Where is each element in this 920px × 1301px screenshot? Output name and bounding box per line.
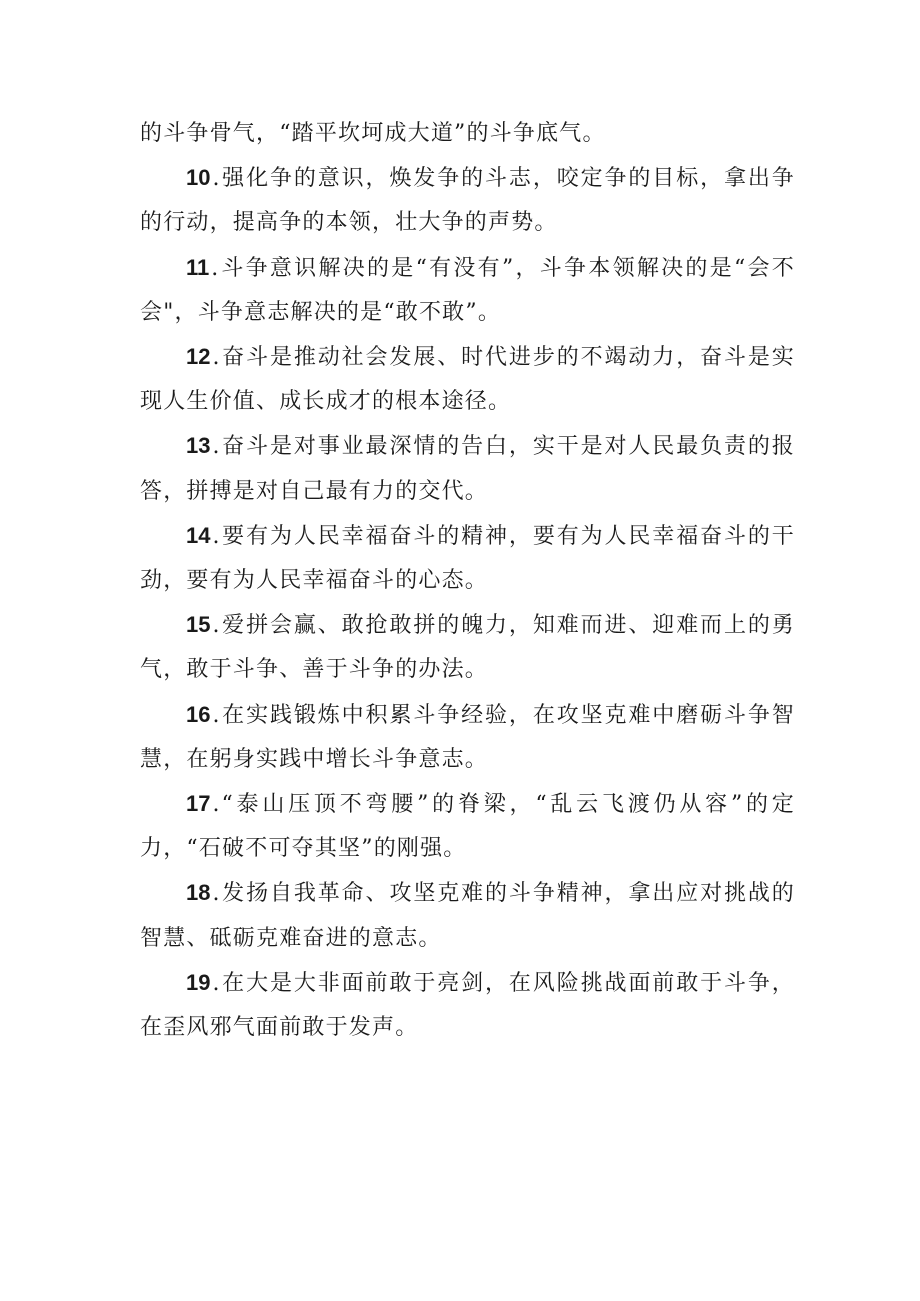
item-text: 斗争意识解决的是“有没有”，斗争本领解决的是“会不会"，斗争意志解决的是“敢不敢”。 — [140, 255, 795, 325]
item-separator: . — [212, 523, 220, 549]
item-text: 奋斗是对事业最深情的告白，实干是对人民最负责的报答，拼搏是对自己最有力的交代。 — [140, 434, 795, 504]
item-number: 11 — [186, 254, 210, 280]
list-item-10 — [140, 156, 795, 245]
list-item-16 — [140, 693, 795, 782]
item-number: 10 — [186, 165, 211, 191]
item-text: 奋斗是推动社会发展、时代进步的不竭动力，奋斗是实现人生价值、成长成才的根本途径。 — [140, 345, 795, 415]
item-number: 19 — [186, 969, 211, 995]
document-body — [140, 112, 795, 1050]
item-separator: . — [212, 881, 220, 907]
item-separator: . — [212, 613, 220, 639]
item-number: 17 — [186, 791, 211, 817]
item-separator: . — [212, 166, 220, 192]
item-separator: . — [212, 970, 220, 996]
item-separator: . — [212, 702, 220, 728]
item-text: 在大是大非面前敢于亮剑，在风险挑战面前敢于斗争，在歪风邪气面前敢于发声。 — [140, 970, 795, 1041]
list-item-17 — [140, 782, 795, 871]
item-separator: . — [212, 345, 220, 371]
item-text: “泰山压顶不弯腰”的脊梁，“乱云飞渡仍从容”的定力，“石破不可夺其坚”的刚强。 — [140, 792, 795, 862]
item-number: 15 — [186, 612, 211, 638]
continuation-paragraph: 的斗争骨气，“踏平坎坷成大道”的斗争底气。 — [140, 121, 606, 146]
item-text: 爱拼会赢、敢抢敢拼的魄力，知难而进、迎难而上的勇气，敢于斗争、善于斗争的办法。 — [140, 613, 795, 683]
list-item-18 — [140, 871, 795, 960]
list-item-12 — [140, 335, 795, 424]
item-number: 16 — [186, 701, 211, 727]
item-text: 发扬自我革命、攻坚克难的斗争精神，拿出应对挑战的智慧、砥砺克难奋进的意志。 — [140, 881, 795, 951]
item-text: 在实践锻炼中积累斗争经验，在攻坚克难中磨砺斗争智慧，在躬身实践中增长斗争意志。 — [140, 702, 795, 772]
list-item-11 — [140, 246, 795, 335]
item-number: 12 — [186, 344, 211, 370]
item-number: 13 — [186, 433, 211, 459]
item-number: 14 — [186, 522, 211, 548]
item-separator: . — [212, 792, 220, 818]
list-item-19 — [140, 961, 795, 1050]
item-text: 要有为人民幸福奋斗的精神，要有为人民幸福奋斗的干劲，要有为人民幸福奋斗的心态。 — [140, 523, 795, 594]
item-separator: . — [211, 255, 219, 281]
list-item-15 — [140, 603, 795, 692]
item-number: 18 — [186, 880, 211, 906]
item-text: 强化争的意识，焕发争的斗志，咬定争的目标，拿出争的行动，提高争的本领，壮大争的声势。 — [140, 166, 795, 236]
list-item-13 — [140, 424, 795, 513]
list-item-14 — [140, 514, 795, 603]
item-separator: . — [212, 434, 220, 460]
